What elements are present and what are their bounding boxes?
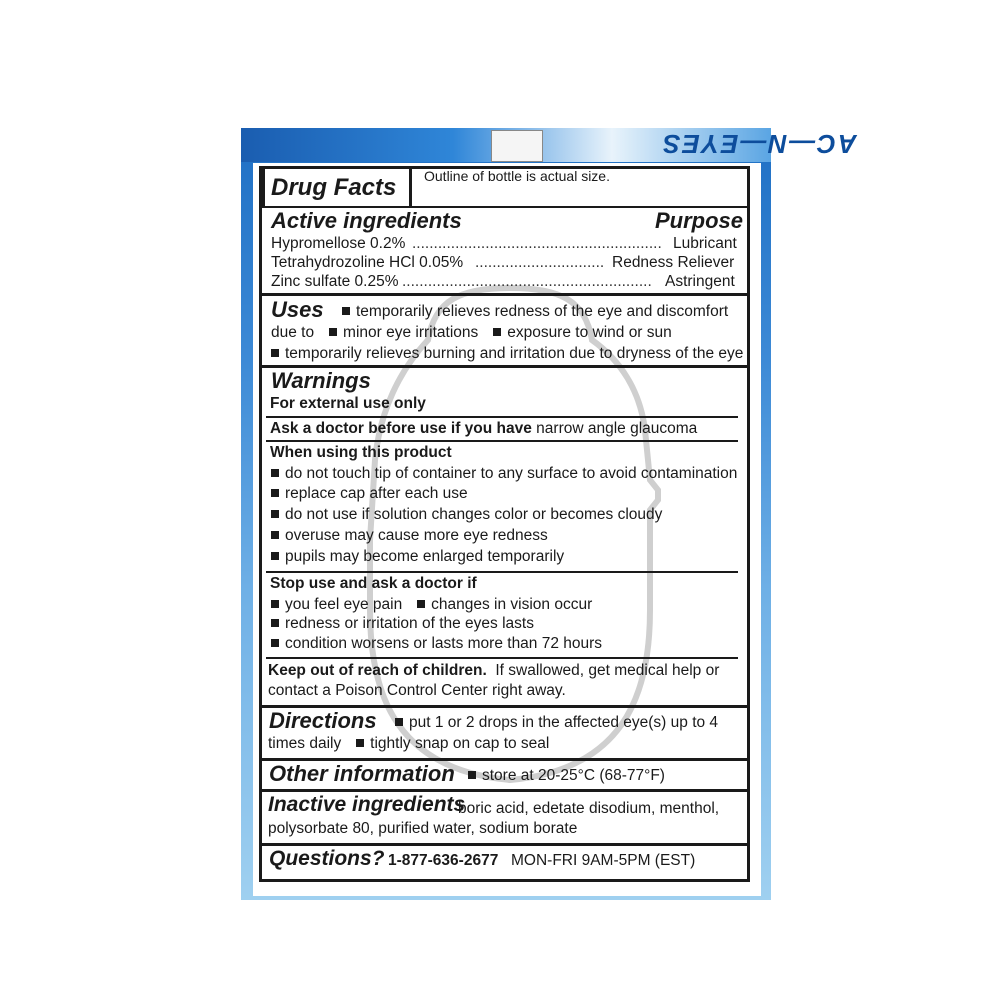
- inactive-line-2: polysorbate 80, purified water, sodium borate: [268, 820, 578, 837]
- bullet-icon: [342, 307, 350, 315]
- bullet-icon: [271, 639, 279, 647]
- active-row-1-purpose: Lubricant: [673, 235, 737, 252]
- when-item-2: [269, 485, 468, 503]
- bullet-icon: [271, 531, 279, 539]
- when-item-4: [269, 527, 548, 545]
- uses-item-a: minor eye irritations: [343, 324, 479, 341]
- keep-out-bold: Keep out of reach of children.: [268, 662, 487, 679]
- stop-c: redness or irritation of the eyes lasts: [285, 615, 534, 632]
- active-row-1-dots: ..........................................................: [412, 235, 662, 252]
- stop-d: condition worsens or lasts more than 72 hours: [285, 635, 603, 652]
- stop-b: changes in vision occur: [431, 596, 593, 613]
- bullet-icon: [468, 771, 476, 779]
- bullet-icon: [271, 510, 279, 518]
- keep-out-rest-1: If swallowed, get medical help or: [495, 662, 720, 679]
- when-item-1: [269, 465, 737, 483]
- other-heading: Other information: [269, 761, 455, 786]
- bullet-icon: [329, 328, 337, 336]
- uses-line-3-text: temporarily relieves burning and irritation due to dryness of the eye: [285, 345, 744, 362]
- directions-b: tightly snap on cap to seal: [370, 735, 550, 752]
- active-row-1-name: Hypromellose 0.2%: [271, 235, 406, 252]
- keep-out-line-1: [268, 662, 719, 680]
- box-top-flap: [241, 128, 857, 162]
- when-using-heading: When using this product: [270, 444, 452, 461]
- stop-a: you feel eye pain: [285, 596, 403, 613]
- when-item-3-text: do not use if solution changes color or becomes cloudy: [285, 506, 663, 523]
- active-row-3-dots: ..........................................................: [402, 273, 652, 290]
- rule: [266, 440, 738, 442]
- stop-line-1: [269, 596, 592, 614]
- uses-rule: [262, 293, 750, 296]
- inactive-line-1: boric acid, edetate disodium, menthol,: [458, 800, 720, 817]
- questions-phone: 1-877-636-2677: [388, 852, 499, 869]
- rule: [266, 416, 738, 418]
- questions-rule: [262, 843, 750, 846]
- other-text-value: store at 20-25°C (68-77°F): [482, 767, 665, 784]
- ask-doctor: [270, 420, 697, 438]
- warnings-heading: Warnings: [271, 368, 371, 393]
- uses-line-3: [269, 345, 743, 363]
- mirrored-barcode-label: [491, 130, 543, 162]
- inactive-rule: [262, 789, 750, 792]
- directions-heading: Directions: [269, 708, 377, 733]
- when-item-3: [269, 506, 662, 524]
- active-row-2-purpose: Redness Reliever: [612, 254, 735, 271]
- uses-due-to: due to: [271, 324, 315, 341]
- directions-line-1: [393, 714, 718, 732]
- stop-heading: Stop use and ask a doctor if: [270, 575, 477, 592]
- questions-hours: MON-FRI 9AM-5PM (EST): [511, 852, 696, 869]
- stop-line-2: [269, 615, 534, 633]
- drug-facts-title: Drug Facts: [271, 174, 397, 201]
- inactive-heading: Inactive ingredients: [268, 793, 466, 816]
- keep-out-line-2: contact a Poison Control Center right away.: [268, 682, 566, 699]
- uses-line-2: [271, 324, 672, 342]
- when-item-1-text: do not touch tip of container to any surface to avoid contamination: [285, 465, 738, 482]
- rule: [266, 657, 738, 659]
- ask-doctor-bold: Ask a doctor before use if you have: [270, 420, 532, 437]
- bullet-icon: [493, 328, 501, 336]
- uses-item-b: exposure to wind or sun: [507, 324, 672, 341]
- outline-note: Outline of bottle is actual size.: [424, 168, 610, 184]
- uses-line-1-text: temporarily relieves redness of the eye and discomfort: [356, 303, 729, 320]
- active-row-3-purpose: Astringent: [665, 273, 735, 290]
- ask-doctor-rest: narrow angle glaucoma: [536, 420, 698, 437]
- bullet-icon: [271, 469, 279, 477]
- bullet-icon: [271, 349, 279, 357]
- stop-line-3: [269, 635, 602, 653]
- when-item-2-text: replace cap after each use: [285, 485, 468, 502]
- active-heading: Active ingredients: [271, 208, 462, 233]
- directions-a: put 1 or 2 drops in the affected eye(s) up to 4: [409, 714, 719, 731]
- active-row-2-dots: ..............................: [475, 254, 605, 271]
- uses-line-1: [340, 303, 728, 321]
- active-row-3-name: Zinc sulfate 0.25%: [271, 273, 399, 290]
- bullet-icon: [271, 489, 279, 497]
- bullet-icon: [417, 600, 425, 608]
- bullet-icon: [271, 619, 279, 627]
- active-row-2-name: Tetrahydrozoline HCl 0.05%: [271, 254, 464, 271]
- mirrored-brand-text: AC—N—EYES: [661, 129, 857, 159]
- purpose-heading: Purpose: [655, 208, 744, 233]
- when-item-4-text: overuse may cause more eye redness: [285, 527, 548, 544]
- uses-heading: Uses: [271, 297, 324, 322]
- directions-a2: times daily: [268, 735, 342, 752]
- directions-line-2: [268, 735, 549, 753]
- bullet-icon: [271, 600, 279, 608]
- questions-heading: Questions?: [269, 847, 385, 870]
- bullet-icon: [271, 552, 279, 560]
- when-item-5: [269, 548, 564, 566]
- when-item-5-text: pupils may become enlarged temporarily: [285, 548, 565, 565]
- rule: [266, 571, 738, 573]
- external-use: For external use only: [270, 395, 426, 412]
- bullet-icon: [356, 739, 364, 747]
- other-text: [466, 767, 665, 785]
- bullet-icon: [395, 718, 403, 726]
